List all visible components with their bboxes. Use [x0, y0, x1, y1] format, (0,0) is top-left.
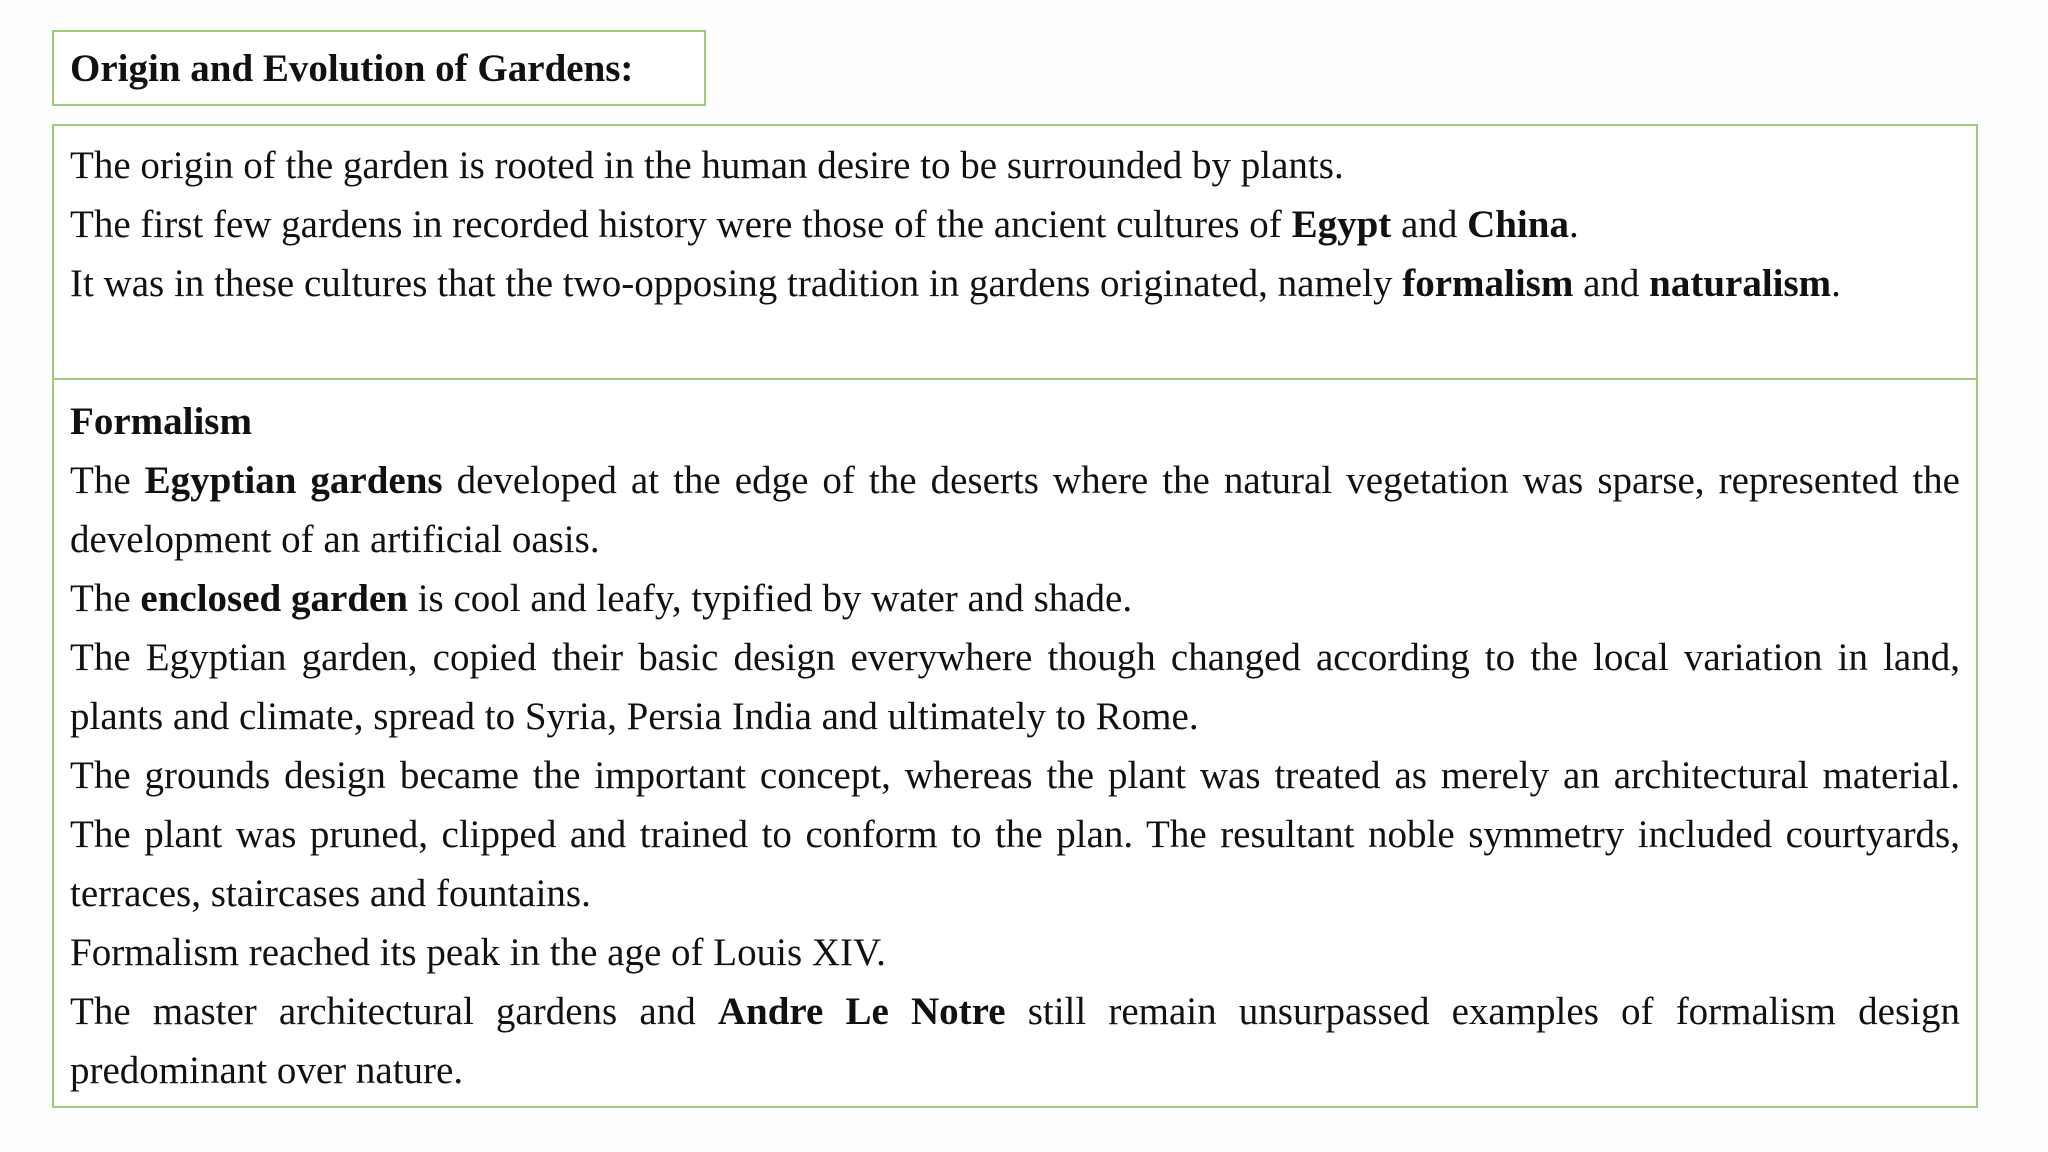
formalism-heading — [70, 392, 1960, 451]
intro-p2-text-2: and — [1391, 203, 1468, 246]
intro-p3-text-3: . — [1831, 262, 1841, 305]
intro-paragraph-2 — [70, 195, 1960, 254]
formalism-paragraph-2 — [70, 569, 1960, 628]
formalism-p1-bold-egyptian-gardens: Egyptian gardens — [144, 459, 443, 502]
slide-title — [52, 30, 706, 106]
slide-title-text: Origin and Evolution of Gardens: — [70, 46, 634, 90]
intro-p2-bold-egypt: Egypt — [1291, 203, 1392, 246]
formalism-paragraph-6 — [70, 982, 1960, 1100]
formalism-p1-text-1: The — [70, 459, 145, 502]
formalism-p6-bold-andre-le-notre: Andre Le Notre — [717, 990, 1006, 1033]
formalism-p6-text-2: still remain unsurpassed examples of formalism design predominant over nature. — [70, 990, 1960, 1092]
intro-p3-bold-formalism: formalism — [1402, 262, 1574, 305]
intro-box — [52, 124, 1978, 380]
intro-p3-text-2: and — [1573, 262, 1650, 305]
formalism-paragraph-1 — [70, 451, 1960, 569]
formalism-p2-text-2: is cool and leafy, typified by water and shade. — [407, 577, 1133, 620]
formalism-heading-text: Formalism — [70, 400, 252, 443]
intro-p2-bold-china: China — [1467, 203, 1569, 246]
intro-p3-bold-naturalism: naturalism — [1649, 262, 1832, 305]
formalism-p1-text-2: developed at the edge of the deserts where the natural vegetation was sparse, represented the development of an artificial oasis. — [70, 459, 1960, 561]
formalism-box — [52, 378, 1978, 1108]
intro-p2-text-3: . — [1568, 203, 1579, 246]
intro-p2-text-1: The first few gardens in recorded history were those of the ancient cultures of — [70, 203, 1292, 246]
formalism-paragraph-3: The Egyptian garden, copied their basic design everywhere though changed according to the local variation in land, plants and climate, spread to Syria, Persia India and ultimately to Rome. — [70, 636, 1960, 738]
intro-paragraph-1: The origin of the garden is rooted in the human desire to be surrounded by plants. — [70, 144, 1344, 187]
formalism-paragraph-5: Formalism reached its peak in the age of Louis XIV. — [70, 931, 886, 974]
formalism-p2-text-1: The — [70, 577, 141, 620]
formalism-p2-bold-enclosed-garden: enclosed garden — [140, 577, 408, 620]
intro-p3-text-1: It was in these cultures that the two-opposing tradition in gardens originated, namely — [70, 262, 1403, 305]
formalism-paragraph-4: The grounds design became the important concept, whereas the plant was treated as merely an architectural material. The plant was pruned, clipped and trained to conform to the plan. The resultant noble symmetry included courtyards, terraces, staircases and fountains. — [70, 754, 1960, 915]
formalism-p6-text-1: The master architectural gardens and — [70, 990, 718, 1033]
intro-paragraph-3 — [70, 254, 1960, 313]
